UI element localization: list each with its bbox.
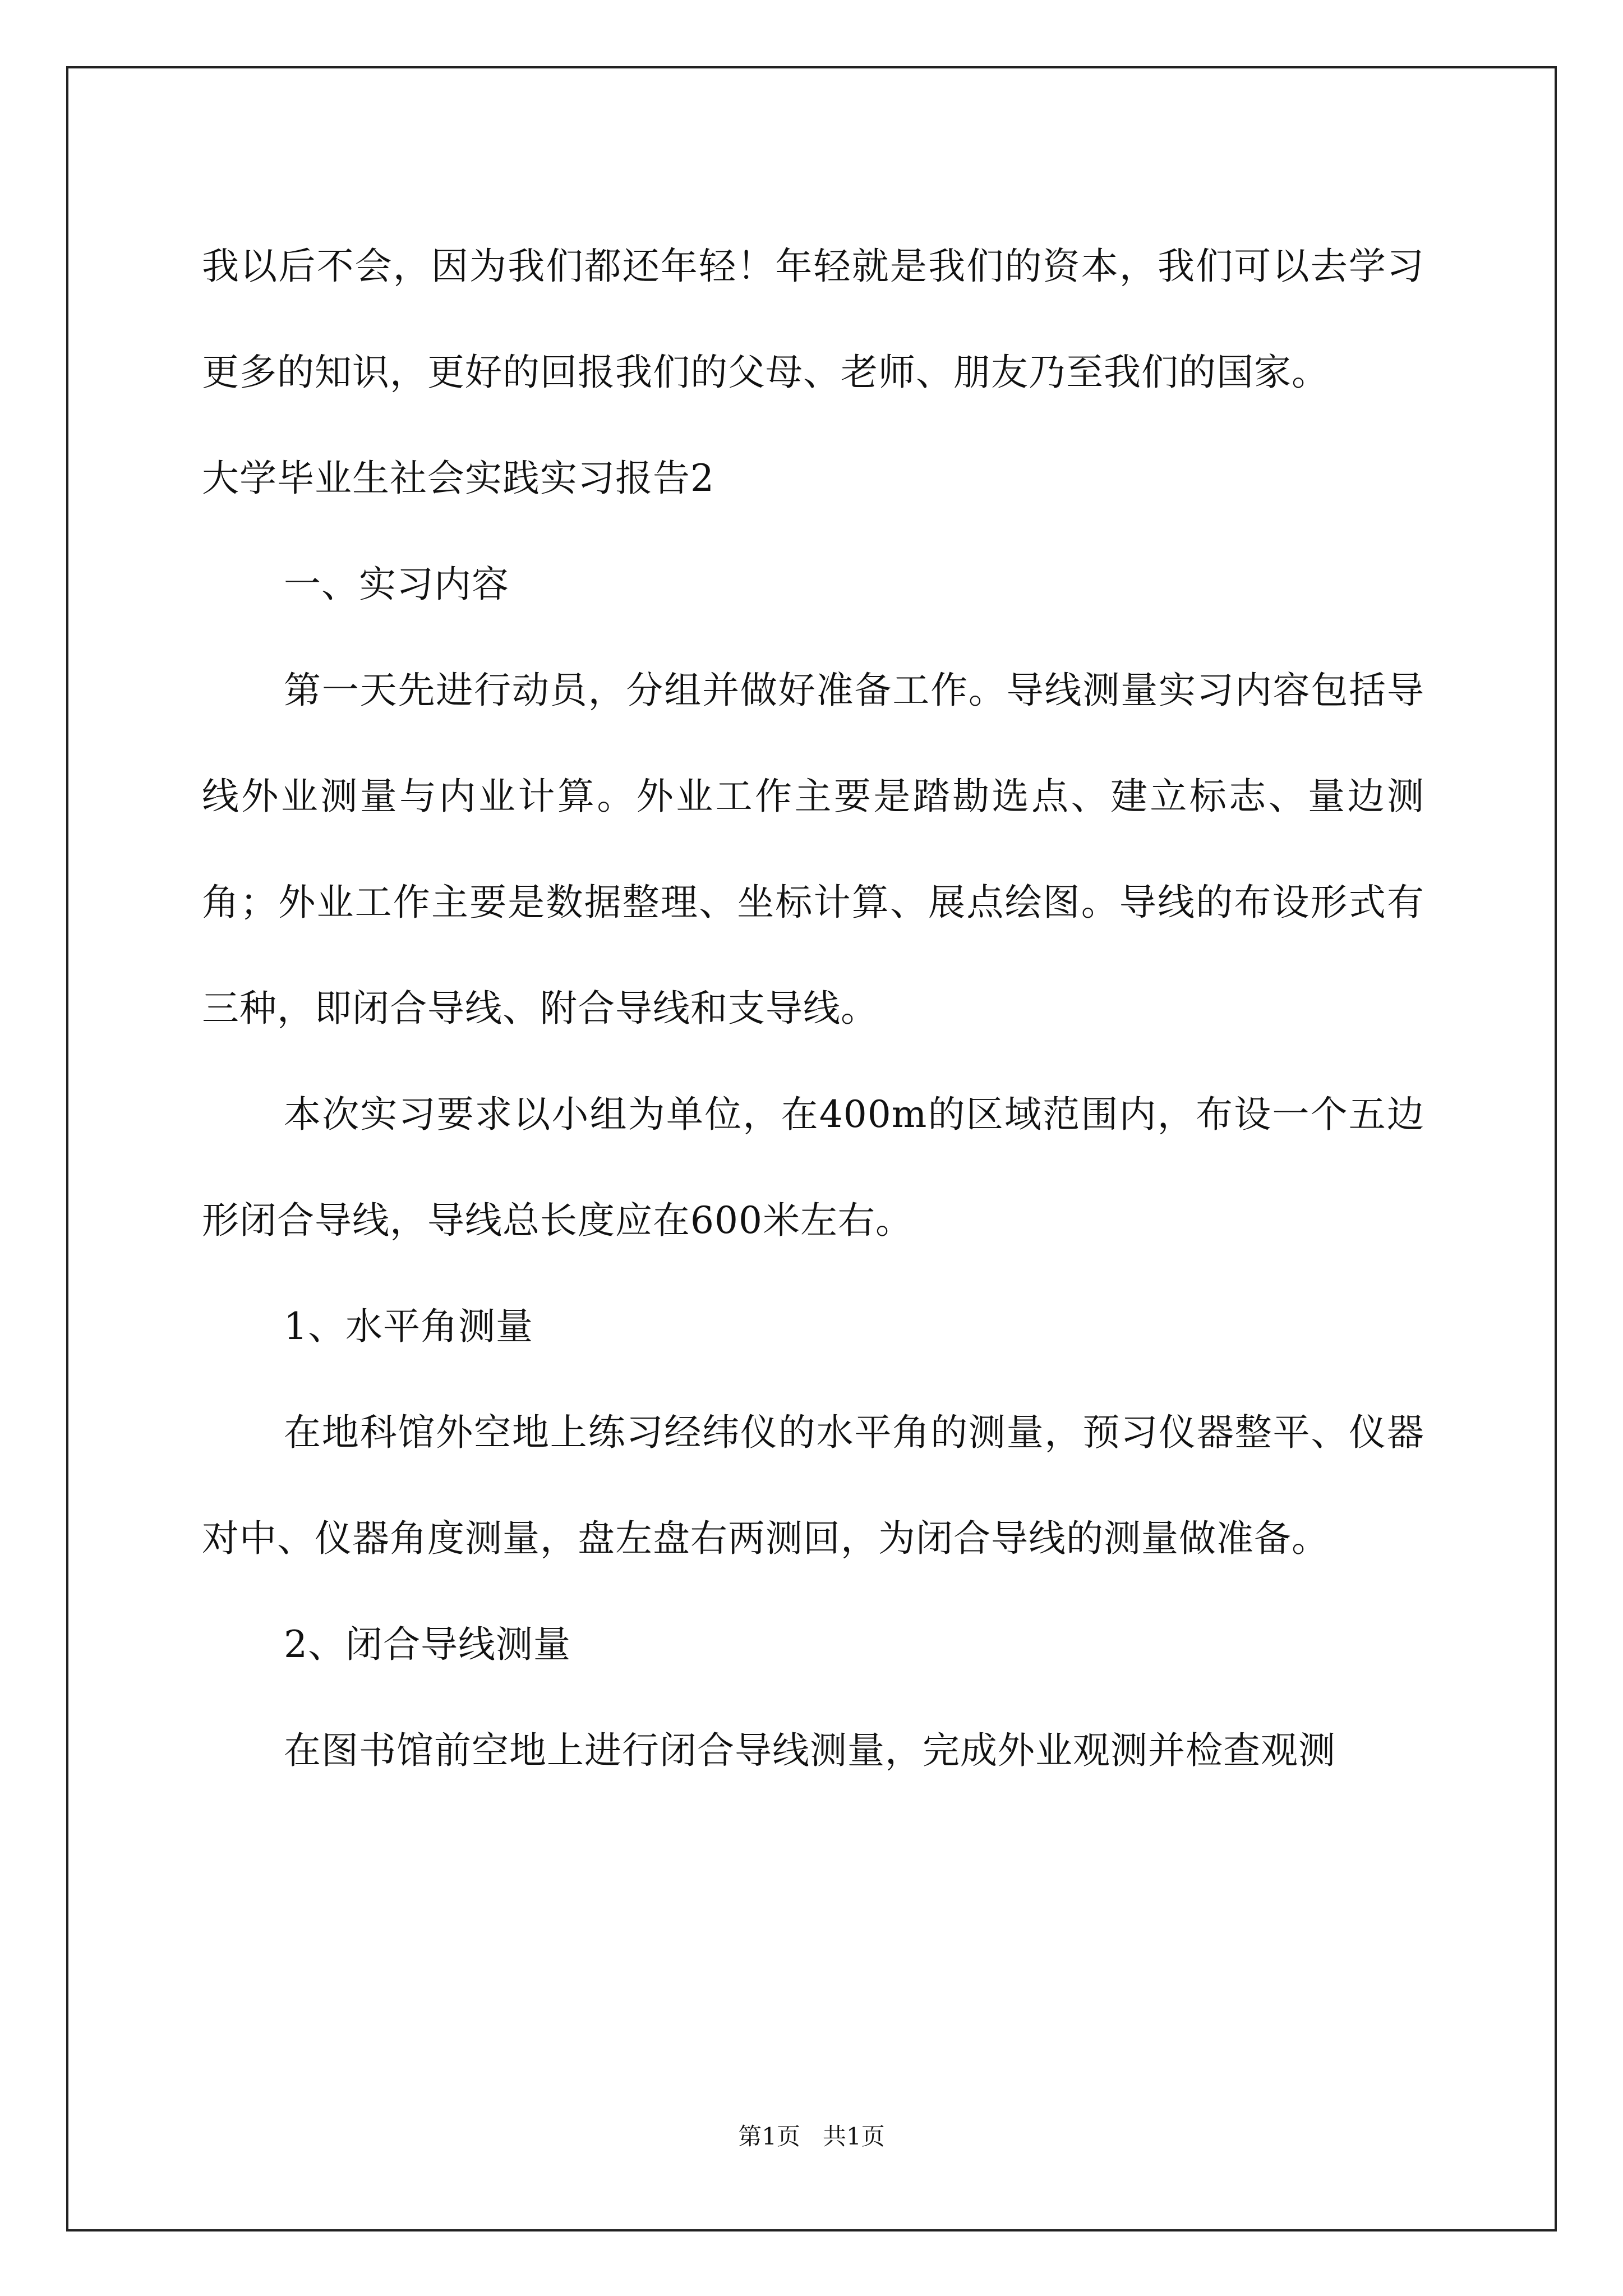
heading-internship-content: 一、实习内容 [284,563,509,606]
page-total: 共1页 [823,2123,885,2150]
paragraph-4: 在地科馆外空地上练习经纬仪的水平角的测量，预习仪器整平、仪器对中、仪器角度测量，盘左盘右两测回，为闭合导线的测量做准备。 [202,1411,1424,1560]
section-title: 大学毕业生社会实践实习报告2 [202,457,714,500]
heading-closed-traverse: 2、闭合导线测量 [284,1623,571,1666]
document-body [202,213,1424,1803]
heading-horizontal-angle: 1、水平角测量 [284,1305,533,1348]
paragraph-2: 第一天先进行动员，分组并做好准备工作。导线测量实习内容包括导线外业测量与内业计算。外业工作主要是踏勘选点、建立标志、量边测角；外业工作主要是数据整理、坐标计算、展点绘图。导线的布设形式有三种，即闭合导线、附合导线和支导线。 [202,669,1424,1030]
page-number: 第1页 [738,2123,800,2150]
paragraph-5: 在图书馆前空地上进行闭合导线测量，完成外业观测并检查观测 [284,1729,1336,1772]
paragraph-3: 本次实习要求以小组为单位，在400m的区域范围内，布设一个五边形闭合导线，导线总长度应在600米左右。 [202,1093,1424,1242]
page-footer [0,2118,1623,2152]
paragraph-1: 我以后不会，因为我们都还年轻！年轻就是我们的资本，我们可以去学习更多的知识，更好的回报我们的父母、老师、朋友乃至我们的国家。 [202,245,1424,394]
